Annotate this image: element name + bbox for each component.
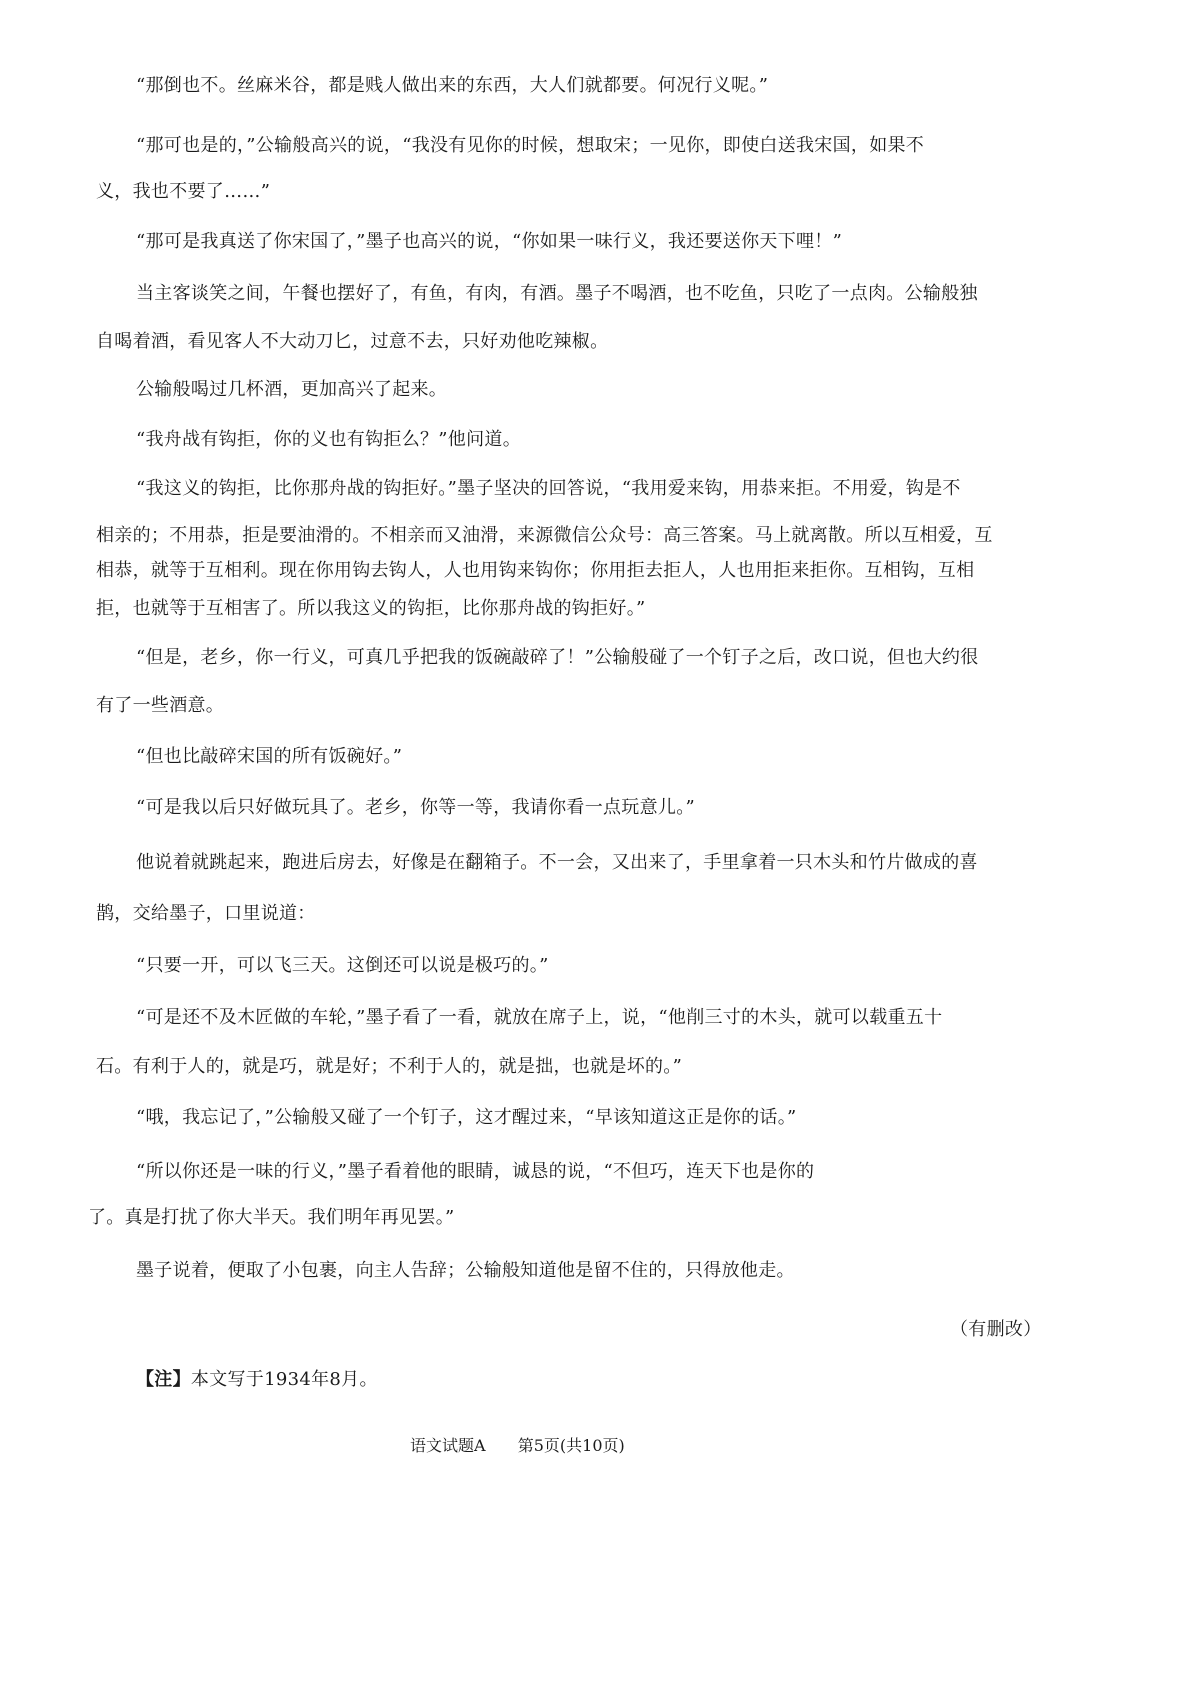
paragraph-line: 义，我也不要了……”	[96, 181, 271, 202]
paragraph-line: “我舟战有钩拒，你的义也有钩拒么？”他问道。	[136, 429, 522, 450]
paragraph-line: “只要一开，可以飞三天。这倒还可以说是极巧的。”	[136, 955, 549, 976]
paragraph-line: 鹊，交给墨子，口里说道：	[96, 903, 316, 924]
paragraph-line: “可是还不及木匠做的车轮，”墨子看了一看，就放在席子上，说，“他削三寸的木头，就可以载重五十	[136, 1007, 943, 1028]
paragraph-line: 当主客谈笑之间，午餐也摆好了，有鱼，有肉，有酒。墨子不喝酒，也不吃鱼，只吃了一点肉。公输般独	[136, 283, 978, 304]
paragraph-line: “但也比敲碎宋国的所有饭碗好。”	[136, 746, 403, 767]
annotation-note	[136, 1368, 378, 1392]
paragraph-line: “那可也是的，”公输般高兴的说，“我没有见你的时候，想取宋；一见你，即使白送我宋国，如果不	[136, 135, 925, 156]
paragraph-line: 公输般喝过几杯酒，更加高兴了起来。	[136, 379, 448, 400]
paragraph-line: 了。真是打扰了你大半天。我们明年再见罢。”	[88, 1207, 455, 1228]
footer-page-number: 第5页(共10页)	[517, 1436, 625, 1455]
paragraph-line: 他说着就跳起来，跑进后房去，好像是在翻箱子。不一会，又出来了，手里拿着一只木头和竹片做成的喜	[136, 852, 978, 873]
paragraph-line: 相亲的；不用恭，拒是要油滑的。不相亲而又油滑，来源微信公众号：高三答案。马上就离散。所以互相爱，互	[96, 525, 993, 546]
paragraph-line: “但是，老乡，你一行义，可真几乎把我的饭碗敲碎了！”公输般碰了一个钉子之后，改口说，但也大约很	[136, 647, 979, 668]
page-footer	[410, 1435, 625, 1457]
paragraph-line: 墨子说着，便取了小包裹，向主人告辞；公输般知道他是留不住的，只得放他走。	[136, 1260, 795, 1281]
paragraph-line: 拒，也就等于互相害了。所以我这义的钩拒，比你那舟战的钩拒好。”	[96, 598, 646, 619]
source-note: （有删改）	[950, 1319, 1042, 1340]
paragraph-line: “哦，我忘记了，”公输般又碰了一个钉子，这才醒过来，“早该知道这正是你的话。”	[136, 1107, 797, 1128]
paragraph-line: “那可是我真送了你宋国了，”墨子也高兴的说，“你如果一味行义，我还要送你天下哩！”	[136, 231, 843, 252]
annotation-text: 本文写于1934年8月。	[190, 1369, 378, 1390]
paragraph-line: “我这义的钩拒，比你那舟战的钩拒好。”墨子坚决的回答说，“我用爱来钩，用恭来拒。不用爱，钩是不	[136, 478, 961, 499]
paragraph-line: 自喝着酒，看见客人不大动刀匕，过意不去，只好劝他吃辣椒。	[96, 331, 609, 352]
footer-subject: 语文试题A	[410, 1436, 486, 1455]
annotation-label: 【注】	[136, 1369, 191, 1390]
paragraph-line: “可是我以后只好做玩具了。老乡，你等一等，我请你看一点玩意儿。”	[136, 797, 696, 818]
paragraph-line: 相恭，就等于互相利。现在你用钩去钩人，人也用钩来钩你；你用拒去拒人，人也用拒来拒你。互相钩，互相	[96, 560, 975, 581]
paragraph-line: “所以你还是一味的行义，”墨子看着他的眼睛，诚恳的说，“不但巧，连天下也是你的	[136, 1161, 815, 1182]
paragraph-line: 有了一些酒意。	[96, 695, 225, 716]
paragraph-line: 石。有利于人的，就是巧，就是好；不利于人的，就是拙，也就是坏的。”	[96, 1056, 683, 1077]
paragraph-line: “那倒也不。丝麻米谷，都是贱人做出来的东西，大人们就都要。何况行义呢。”	[136, 75, 769, 96]
